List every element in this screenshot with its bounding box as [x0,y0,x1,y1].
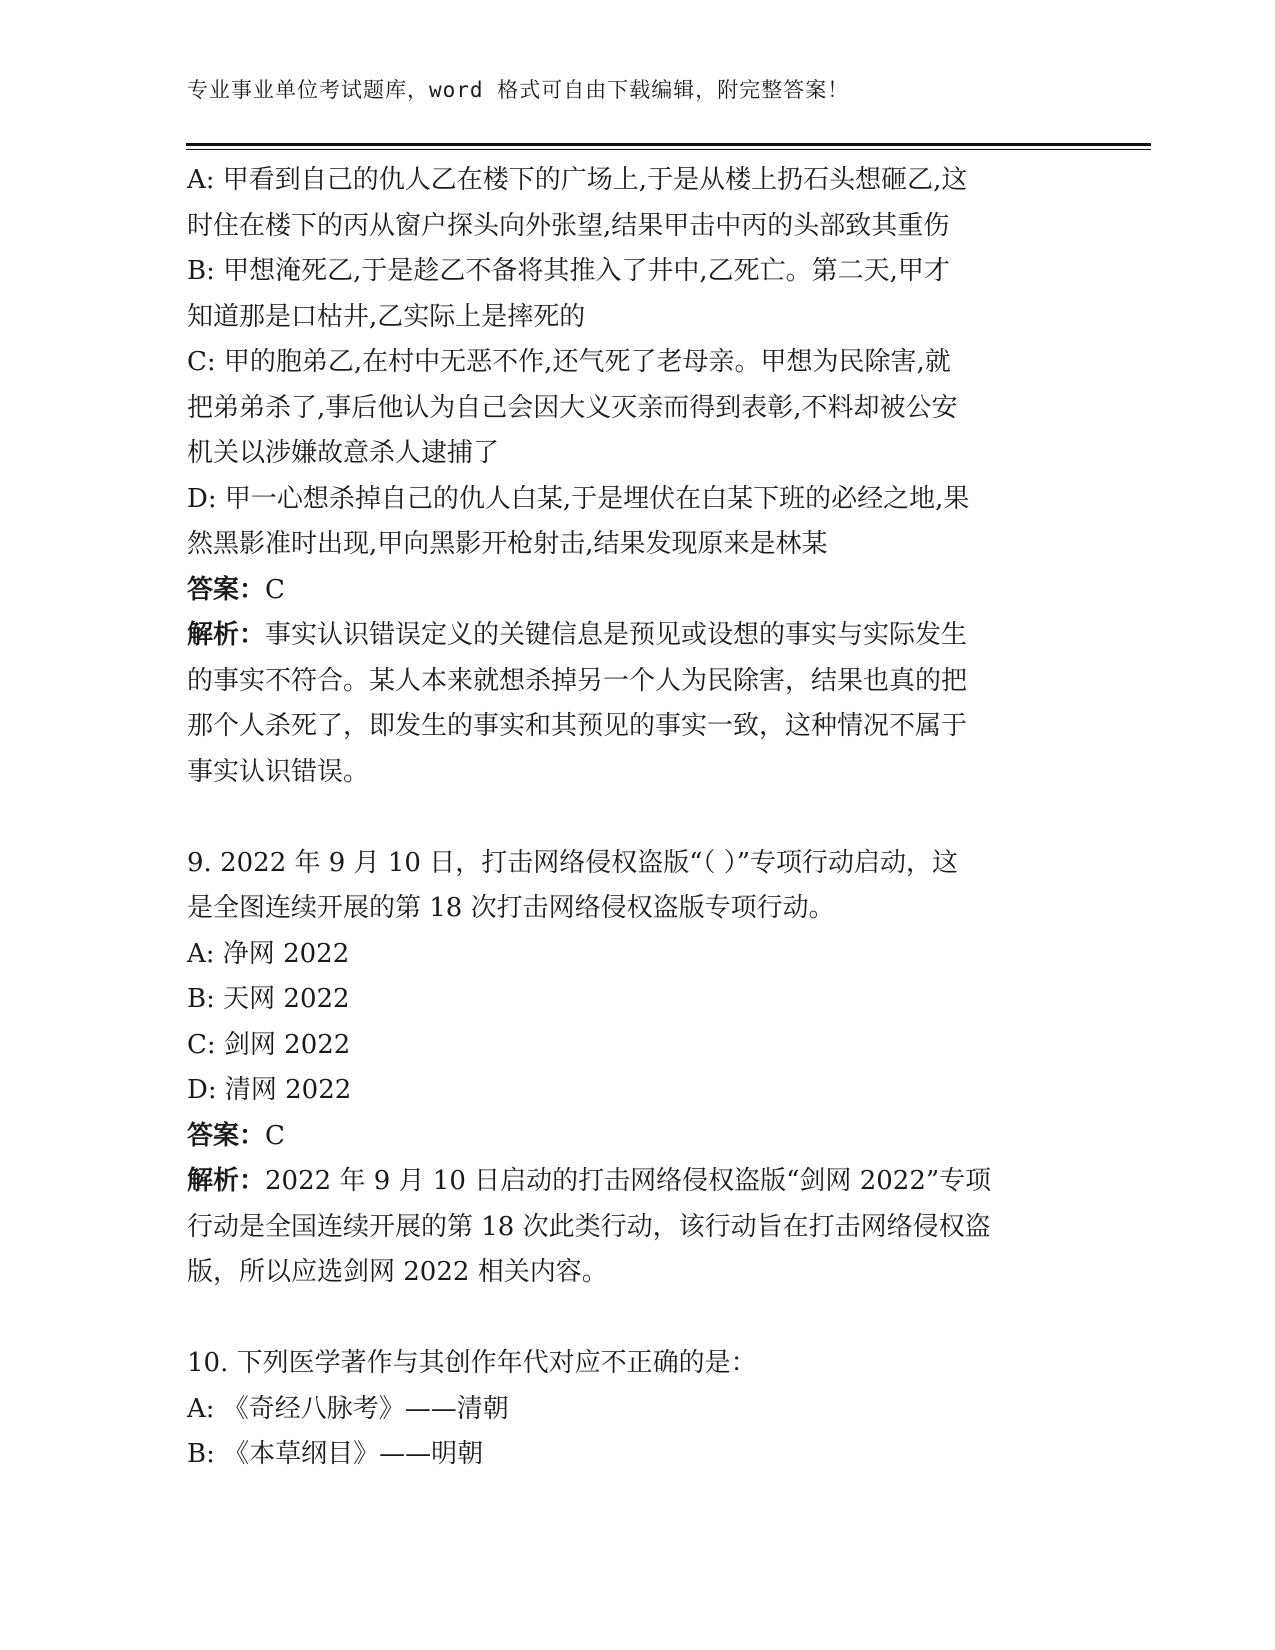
q9-analysis-line-2: 行动是全国连续开展的第 18 次此类行动，该行动旨在打击网络侵权盗 [187,1211,991,1242]
q9-analysis-line-1 [187,1159,1087,1205]
q10-option-a: A: 《奇经八脉考》——清朝 [187,1393,509,1424]
q8-option-b-line-2: 知道那是口枯井,乙实际上是摔死的 [187,301,586,332]
document-body [187,158,1087,1478]
header-rule-thin [186,149,1151,150]
q8-option-d-line-1: D: 甲一心想杀掉自己的仇人白某,于是埋伏在白某下班的必经之地,果 [187,483,970,514]
q9-answer [187,1114,1087,1160]
q8-analysis-text-1: 事实认识错误定义的关键信息是预见或设想的事实与实际发生 [265,620,968,650]
paragraph-gap [187,1296,1087,1342]
q8-analysis-line-4: 事实认识错误。 [187,756,370,787]
q8-option-d-line-2: 然黑影准时出现,甲向黑影开枪射击,结果发现原来是林某 [187,529,828,559]
q8-answer [187,568,1087,614]
q9-stem-line-1: 9. 2022 年 9 月 10 日，打击网络侵权盗版“（ ）”专项行动启动，这 [187,847,959,878]
q8-option-b-line-1: B: 甲想淹死乙,于是趁乙不备将其推入了井中,乙死亡。第二天,甲才 [187,256,950,286]
q9-analysis-line-3: 版，所以应选剑网 2022 相关内容。 [187,1257,608,1287]
q9-answer-value: C [265,1120,285,1151]
header-rule-thick [186,143,1151,146]
q8-option-c-line-2: 把弟弟杀了,事后他认为自己会因大义灭亲而得到表彰,不料却被公安 [187,392,958,423]
q10-option-b: B: 《本草纲目》——明朝 [187,1439,484,1469]
q8-option-a-line-1: A: 甲看到自己的仇人乙在楼下的广场上,于是从楼上扔石头想砸乙,这 [187,165,968,195]
q8-option-a-line-2: 时住在楼下的丙从窗户探头向外张望,结果甲击中丙的头部致其重伤 [187,210,950,241]
q8-answer-value: C [265,574,285,605]
q9-option-b: B: 天网 2022 [187,984,350,1014]
paragraph-gap [187,795,1087,841]
q8-analysis-label: 解析： [187,620,266,650]
q9-option-c: C: 剑网 2022 [187,1029,351,1060]
q9-stem-line-2: 是全图连续开展的第 18 次打击网络侵权盗版专项行动。 [187,893,835,923]
q9-option-a: A: 净网 2022 [187,938,350,969]
q8-analysis-line-2: 的事实不符合。某人本来就想杀掉另一个人为民除害，结果也真的把 [187,665,968,696]
q8-option-c-line-1: C: 甲的胞弟乙,在村中无恶不作,还气死了老母亲。甲想为民除害,就 [187,347,951,377]
q8-answer-label: 答案： [187,574,266,605]
q8-analysis-line-3: 那个人杀死了，即发生的事实和其预见的事实一致，这种情况不属于 [187,711,968,741]
q10-stem: 10. 下列医学著作与其创作年代对应不正确的是： [187,1348,757,1378]
q9-analysis-text-1: 2022 年 9 月 10 日启动的打击网络侵权盗版“剑网 2022”专项 [265,1166,992,1196]
q8-analysis-line-1 [187,613,1087,659]
q9-answer-label: 答案： [187,1120,266,1151]
q8-option-c-line-3: 机关以涉嫌故意杀人逮捕了 [187,438,500,468]
page-header: 专业事业单位考试题库，word 格式可自由下载编辑，附完整答案！ [187,78,850,102]
q9-analysis-label: 解析： [187,1166,266,1196]
q9-option-d: D: 清网 2022 [187,1075,352,1105]
